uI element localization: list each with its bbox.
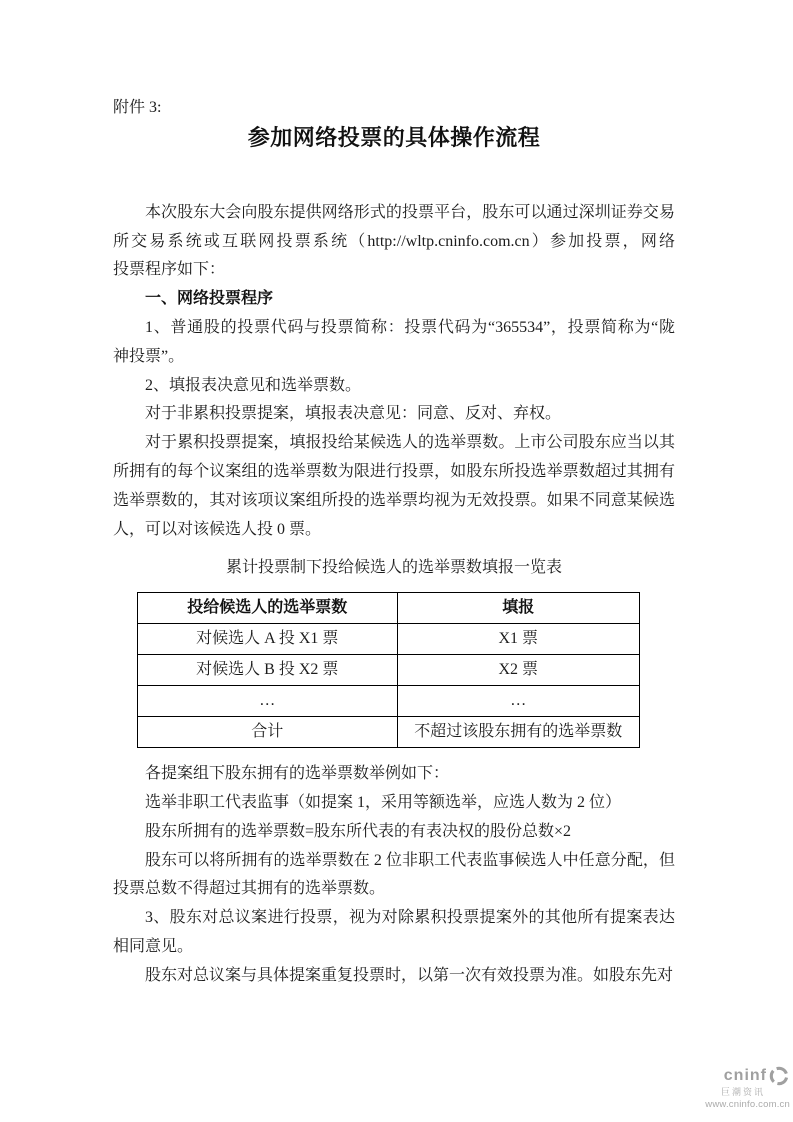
page-title: 参加网络投票的具体操作流程: [247, 124, 541, 150]
body-paragraph: [113, 962, 675, 991]
table-cell: …: [138, 686, 398, 717]
table-cell: 合计: [138, 717, 398, 748]
table-cell: 对候选人 B 投 X2 票: [138, 655, 398, 686]
paragraph-line: 股东可以将所拥有的选举票数在 2 位非职工代表监事候选人中任意分配，但: [145, 851, 675, 869]
table-cell: …: [397, 686, 639, 717]
body-paragraph: [113, 789, 675, 818]
table-cell: 对候选人 A 投 X1 票: [138, 624, 398, 655]
paragraph-line: 对于累积投票提案，填报投给某候选人的选举票数。上市公司股东应当以其: [145, 434, 675, 452]
paragraph-line: 人，可以对该候选人投 0 票。: [113, 520, 322, 538]
body-paragraph: [113, 904, 675, 962]
body-paragraph: [113, 429, 675, 544]
cninfo-website-url: www.cninfo.com.cn: [705, 1098, 790, 1110]
attachment-label: 附件 3:: [113, 99, 162, 116]
vote-allocation-table: [137, 592, 640, 748]
cninfo-wordmark: [705, 1065, 790, 1087]
paragraph-line: 股东所拥有的选举票数=股东所代表的有表决权的股份总数×2: [145, 822, 572, 840]
table-row: [138, 655, 640, 686]
body-paragraph: [113, 847, 675, 905]
body-paragraph: [113, 818, 675, 847]
table-cell: X2 票: [397, 655, 639, 686]
cninfo-chinese-name: 巨潮资讯: [720, 1086, 765, 1097]
body-paragraph: [113, 314, 675, 372]
table-row: [138, 624, 640, 655]
post-table-paragraphs: [113, 760, 675, 990]
paragraph-line: 神投票”。: [113, 347, 185, 365]
document-body: [113, 94, 675, 991]
section-heading: [113, 285, 675, 314]
paragraph-line: 投票程序如下：: [113, 261, 226, 279]
paragraph-line: 1、普通股的投票代码与投票简称：投票代码为“365534”，投票简称为“陇: [145, 318, 675, 336]
paragraph-line: 本次股东大会向股东提供网络形式的投票平台，股东可以通过深圳证券交易: [145, 203, 675, 221]
body-paragraph: [113, 199, 675, 285]
paragraph-line: 2、填报表决意见和选举票数。: [145, 376, 362, 394]
table-header-votes: 投给候选人的选举票数: [138, 593, 398, 624]
paragraph-line: 投票总数不得超过其拥有的选举票数。: [113, 880, 386, 898]
paragraph-line: 3、股东对总议案进行投票，视为对除累积投票提案外的其他所有提案表达: [145, 909, 675, 927]
paragraph-line: 各提案组下股东拥有的选举票数举例如下：: [145, 765, 450, 783]
table-cell: X1 票: [397, 624, 639, 655]
paragraph-line: 所交易系统或互联网投票系统（http://wltp.cninfo.com.cn）参加投票，网络: [113, 232, 675, 250]
paragraph-line: 所拥有的每个议案组的选举票数为限进行投票，如股东所投选举票数超过其拥有: [113, 462, 675, 480]
paragraph-line: 对于非累积投票提案，填报表决意见：同意、反对、弃权。: [145, 405, 562, 423]
pre-table-paragraphs: [113, 199, 675, 545]
table-header-row: [138, 593, 640, 624]
paragraph-line: 一、网络投票程序: [145, 290, 274, 308]
cninfo-brand-text: cninf: [723, 1066, 767, 1084]
table-header-fill: 填报: [397, 593, 639, 624]
table-row: [138, 686, 640, 717]
paragraph-line: 股东对总议案与具体提案重复投票时，以第一次有效投票为准。如股东先对: [145, 966, 674, 984]
table-caption: 累计投票制下投给候选人的选举票数填报一览表: [225, 559, 562, 577]
table-cell: 不超过该股东拥有的选举票数: [397, 717, 639, 748]
paragraph-line: 相同意见。: [113, 937, 194, 955]
body-paragraph: [113, 372, 675, 401]
cninfo-swirl-icon: [768, 1065, 790, 1087]
paragraph-line: 选举票数的，其对该项议案组所投的选举票均视为无效投票。如果不同意某候选: [113, 491, 675, 509]
body-paragraph: [113, 760, 675, 789]
table-row: [138, 717, 640, 748]
cninfo-logo: [705, 1065, 790, 1110]
body-paragraph: [113, 400, 675, 429]
paragraph-line: 选举非职工代表监事（如提案 1，采用等额选举，应选人数为 2 位）: [145, 793, 622, 811]
